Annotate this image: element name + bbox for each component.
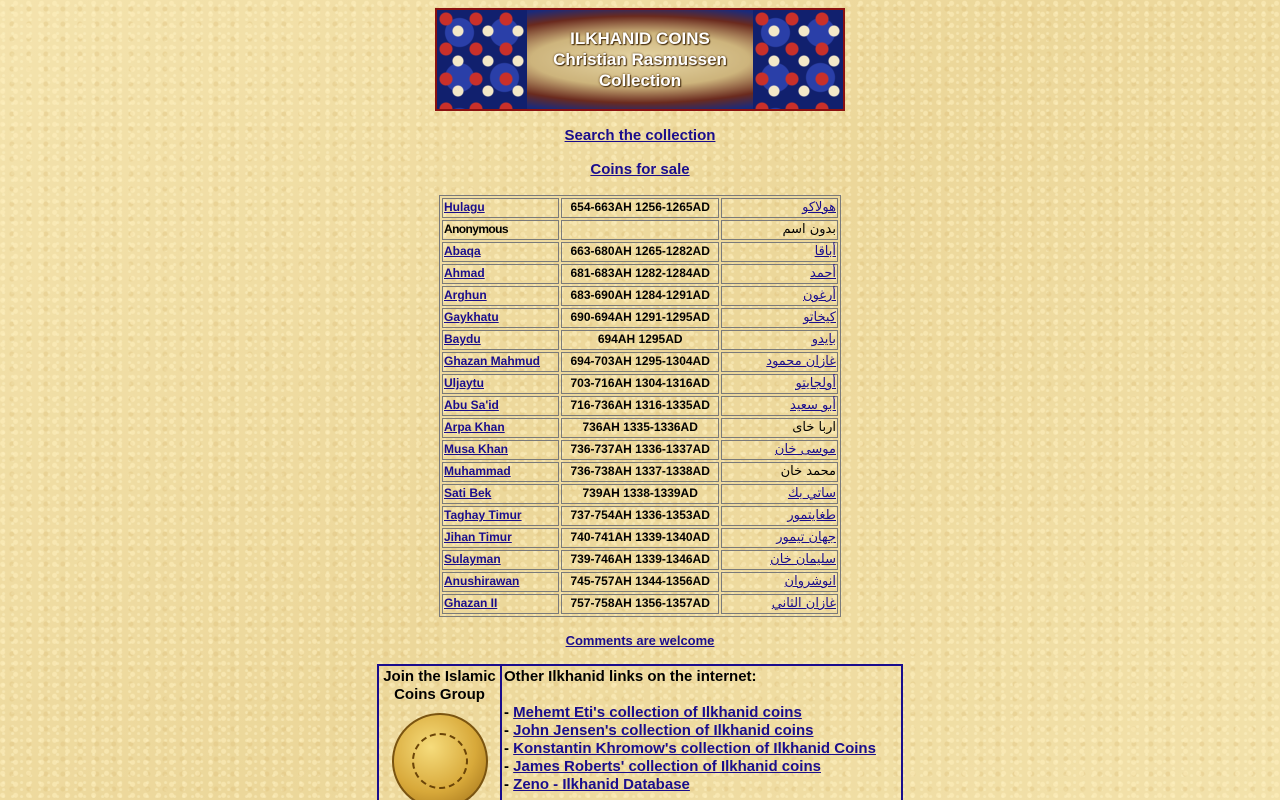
ruler-arabic-name[interactable]: انوشروان bbox=[784, 574, 836, 589]
group-label-line2: Coins Group bbox=[394, 686, 485, 703]
ruler-name-cell bbox=[442, 308, 559, 328]
external-collection-link[interactable]: Konstantin Khromow's collection of Ilkhanid Coins bbox=[513, 740, 876, 757]
ruler-row bbox=[442, 418, 838, 438]
ruler-date-cell: 736AH 1335-1336AD bbox=[561, 418, 719, 438]
list-bullet: - bbox=[504, 758, 514, 775]
ruler-arabic-cell bbox=[721, 440, 838, 460]
ruler-date-cell: 690-694AH 1291-1295AD bbox=[561, 308, 719, 328]
other-link-item bbox=[504, 758, 901, 776]
ruler-date-cell: 745-757AH 1344-1356AD bbox=[561, 572, 719, 592]
group-label-line1: Join the Islamic bbox=[383, 668, 496, 685]
comments-row bbox=[0, 633, 1280, 648]
ruler-name-link[interactable]: Sulayman bbox=[444, 552, 501, 566]
ruler-arabic-name: محمد خان bbox=[780, 464, 836, 479]
ruler-name-cell bbox=[442, 242, 559, 262]
ruler-arabic-cell bbox=[721, 462, 838, 482]
ruler-date-cell: 654-663AH 1256-1265AD bbox=[561, 198, 719, 218]
ruler-row bbox=[442, 220, 838, 240]
ruler-arabic-cell bbox=[721, 484, 838, 504]
ruler-row bbox=[442, 330, 838, 350]
ruler-name-link[interactable]: Ahmad bbox=[444, 266, 485, 280]
ruler-arabic-cell bbox=[721, 264, 838, 284]
ruler-row bbox=[442, 484, 838, 504]
ruler-date-cell: 663-680AH 1265-1282AD bbox=[561, 242, 719, 262]
ruler-date-cell: 703-716AH 1304-1316AD bbox=[561, 374, 719, 394]
ruler-name-cell bbox=[442, 550, 559, 570]
ruler-arabic-name[interactable]: هولاكو bbox=[802, 200, 836, 215]
ruler-date-cell: 736-738AH 1337-1338AD bbox=[561, 462, 719, 482]
ruler-name-link[interactable]: Abu Sa'id bbox=[444, 398, 499, 412]
ruler-arabic-cell bbox=[721, 352, 838, 372]
ruler-arabic-name[interactable]: طغايتمور bbox=[787, 508, 836, 523]
ruler-name-cell bbox=[442, 396, 559, 416]
ruler-row bbox=[442, 242, 838, 262]
ruler-arabic-cell bbox=[721, 528, 838, 548]
banner-title-line2: Christian Rasmussen bbox=[553, 50, 727, 69]
ruler-arabic-cell bbox=[721, 396, 838, 416]
ruler-date-cell: 694-703AH 1295-1304AD bbox=[561, 352, 719, 372]
ruler-arabic-name: بدون اسم bbox=[782, 222, 836, 237]
ruler-row bbox=[442, 264, 838, 284]
ruler-name-cell bbox=[442, 286, 559, 306]
ruler-row bbox=[442, 528, 838, 548]
rulers-table-body bbox=[442, 198, 838, 614]
ruler-row bbox=[442, 374, 838, 394]
ruler-arabic-cell bbox=[721, 594, 838, 614]
ruler-date-cell: 736-737AH 1336-1337AD bbox=[561, 440, 719, 460]
ruler-name-link[interactable]: Arpa Khan bbox=[444, 420, 505, 434]
ruler-row bbox=[442, 506, 838, 526]
ruler-arabic-cell bbox=[721, 308, 838, 328]
other-link-item bbox=[504, 722, 901, 740]
ruler-name-link[interactable]: Hulagu bbox=[444, 200, 485, 214]
ruler-row bbox=[442, 462, 838, 482]
ruler-arabic-cell bbox=[721, 198, 838, 218]
coin-badge-inner-ring bbox=[412, 733, 468, 789]
ruler-name-cell bbox=[442, 198, 559, 218]
ruler-arabic-cell bbox=[721, 220, 838, 240]
ruler-name-cell bbox=[442, 352, 559, 372]
list-bullet: - bbox=[504, 776, 514, 793]
ruler-arabic-name[interactable]: غازان محمود bbox=[766, 354, 836, 369]
ruler-row bbox=[442, 352, 838, 372]
islamic-coins-group-badge[interactable] bbox=[392, 713, 488, 800]
ruler-date-cell: 716-736AH 1316-1335AD bbox=[561, 396, 719, 416]
ruler-name-cell bbox=[442, 440, 559, 460]
ruler-name-link[interactable]: Sati Bek bbox=[444, 486, 492, 500]
ruler-arabic-name[interactable]: أولجايتو bbox=[795, 376, 836, 391]
ruler-name-link[interactable]: Taghay Timur bbox=[444, 508, 522, 522]
ruler-name-link[interactable]: Ghazan II bbox=[444, 596, 498, 610]
ruler-row bbox=[442, 594, 838, 614]
ruler-arabic-name[interactable]: سليمان خان bbox=[770, 552, 836, 567]
ruler-arabic-cell bbox=[721, 506, 838, 526]
external-collection-link[interactable]: Zeno - Ilkhanid Database bbox=[513, 776, 690, 793]
external-collection-link[interactable]: James Roberts' collection of Ilkhanid coins bbox=[513, 758, 821, 775]
ruler-name-cell bbox=[442, 330, 559, 350]
list-bullet: - bbox=[504, 704, 514, 721]
ruler-date-cell: 694AH 1295AD bbox=[561, 330, 719, 350]
ruler-date-cell: 683-690AH 1284-1291AD bbox=[561, 286, 719, 306]
ruler-date-cell: 681-683AH 1282-1284AD bbox=[561, 264, 719, 284]
other-link-item bbox=[504, 776, 901, 794]
ruler-name-cell bbox=[442, 506, 559, 526]
ruler-date-cell bbox=[561, 220, 719, 240]
ruler-name-link[interactable]: Baydu bbox=[444, 332, 481, 346]
external-collection-link[interactable]: John Jensen's collection of Ilkhanid coins bbox=[513, 722, 814, 739]
ruler-name-cell bbox=[442, 374, 559, 394]
ruler-name-link[interactable]: Muhammad bbox=[444, 464, 511, 478]
ruler-date-cell: 739AH 1338-1339AD bbox=[561, 484, 719, 504]
sale-link-row bbox=[0, 161, 1280, 178]
ruler-arabic-name[interactable]: جهان تيمور bbox=[776, 530, 836, 545]
ruler-arabic-cell bbox=[721, 242, 838, 262]
external-collection-link[interactable]: Mehemt Eti's collection of Ilkhanid coins bbox=[513, 704, 802, 721]
ruler-name-cell bbox=[442, 572, 559, 592]
other-links-heading: Other Ilkhanid links on the internet: bbox=[504, 668, 757, 685]
ruler-name-link[interactable]: Ghazan Mahmud bbox=[444, 354, 541, 368]
islamic-coins-group-cell bbox=[379, 666, 502, 800]
ruler-date-cell: 757-758AH 1356-1357AD bbox=[561, 594, 719, 614]
ruler-row bbox=[442, 286, 838, 306]
ruler-name-cell bbox=[442, 462, 559, 482]
ruler-name-cell bbox=[442, 528, 559, 548]
other-link-item bbox=[504, 704, 901, 722]
ruler-name-link[interactable]: Jihan Timur bbox=[444, 530, 512, 544]
other-link-item bbox=[504, 740, 901, 758]
ruler-arabic-name[interactable]: أبو سعيد bbox=[790, 398, 836, 413]
coins-for-sale-link[interactable]: Coins for sale bbox=[590, 161, 690, 178]
ruler-name-link[interactable]: Abaqa bbox=[444, 244, 481, 258]
list-bullet: - bbox=[504, 722, 514, 739]
ruler-arabic-cell bbox=[721, 286, 838, 306]
ruler-date-cell: 739-746AH 1339-1346AD bbox=[561, 550, 719, 570]
ruler-arabic-name[interactable]: كيخاتو bbox=[803, 310, 836, 325]
ruler-name-link: Anonymous bbox=[444, 222, 508, 236]
ruler-row bbox=[442, 396, 838, 416]
ruler-arabic-name[interactable]: أباقا bbox=[814, 244, 836, 259]
ruler-arabic-cell bbox=[721, 572, 838, 592]
ruler-name-cell bbox=[442, 484, 559, 504]
comments-link[interactable]: Comments are welcome bbox=[565, 633, 715, 648]
ruler-arabic-cell bbox=[721, 330, 838, 350]
other-links-cell bbox=[502, 666, 901, 800]
ruler-name-link[interactable]: Uljaytu bbox=[444, 376, 485, 390]
banner-titles bbox=[437, 28, 843, 91]
ruler-name-link[interactable]: Musa Khan bbox=[444, 442, 509, 456]
search-link-row bbox=[0, 127, 1280, 144]
ruler-row bbox=[442, 308, 838, 328]
ruler-arabic-name: اربا خاى bbox=[792, 420, 836, 435]
ruler-name-link[interactable]: Anushirawan bbox=[444, 574, 520, 588]
ruler-name-cell bbox=[442, 264, 559, 284]
ruler-row bbox=[442, 572, 838, 592]
ruler-arabic-name[interactable]: بايدو bbox=[811, 332, 836, 347]
ruler-arabic-cell bbox=[721, 418, 838, 438]
ruler-row bbox=[442, 550, 838, 570]
ruler-arabic-name[interactable]: أرغون bbox=[803, 288, 836, 303]
spacer bbox=[504, 686, 901, 704]
ruler-arabic-cell bbox=[721, 374, 838, 394]
ruler-arabic-name[interactable]: موسى خان bbox=[774, 442, 836, 457]
ruler-name-link[interactable]: Gaykhatu bbox=[444, 310, 499, 324]
header-banner bbox=[435, 8, 845, 111]
ruler-row bbox=[442, 440, 838, 460]
ruler-arabic-name[interactable]: ساتي بك bbox=[787, 486, 836, 501]
ruler-arabic-name[interactable]: أحمد bbox=[810, 266, 836, 281]
ruler-name-cell bbox=[442, 220, 559, 240]
ruler-name-cell bbox=[442, 594, 559, 614]
ruler-date-cell: 737-754AH 1336-1353AD bbox=[561, 506, 719, 526]
ruler-arabic-cell bbox=[721, 550, 838, 570]
banner-title-line1: ILKHANID COINS bbox=[570, 29, 710, 48]
ruler-arabic-name[interactable]: غازان الثاني bbox=[771, 596, 836, 611]
ruler-date-cell: 740-741AH 1339-1340AD bbox=[561, 528, 719, 548]
list-bullet: - bbox=[504, 740, 514, 757]
search-collection-link[interactable]: Search the collection bbox=[564, 127, 716, 144]
other-links-list bbox=[504, 704, 901, 794]
ruler-name-link[interactable]: Arghun bbox=[444, 288, 487, 302]
bottom-links-box bbox=[377, 664, 903, 800]
ruler-name-cell bbox=[442, 418, 559, 438]
banner-title-line3: Collection bbox=[598, 71, 682, 90]
rulers-table bbox=[439, 195, 841, 617]
ruler-row bbox=[442, 198, 838, 218]
